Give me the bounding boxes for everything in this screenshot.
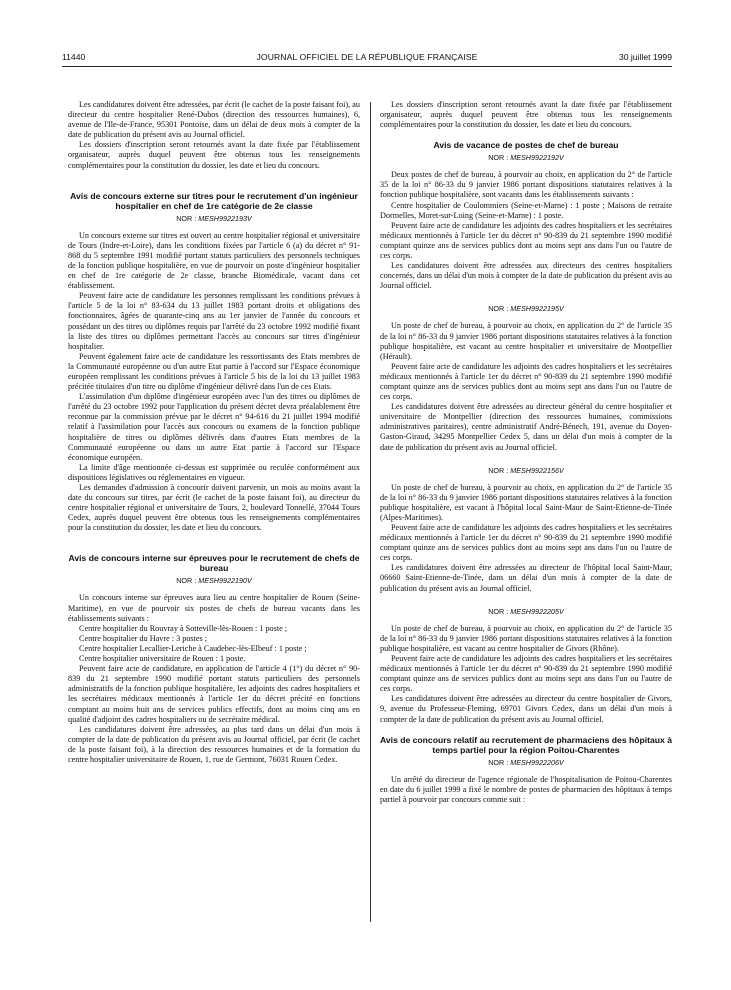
section-title: Avis de concours externe sur titres pour le recrutement d'un ingénieur hospitalier en chef de 1re catégorie de 2e classe [70,190,358,211]
paragraph: L'assimilation d'un diplôme d'ingénieur européen avec l'un des titres ou diplômes de l'arrêté du 23 octobre 1992 pour l'application du présent décret devra préalablement être reconnue par la commission prévue par le décret n° 94-616 du 21 juillet 1994 modifié relatif à l'assimilation pour l'accès aux concours ou examens de la fonction publique hospitalière de titres ou diplômes délivrés dans d'autres Etats membres de la Communauté européenne ou dans un autre Etat partie à l'accord sur l'Espace économique européen. [68,392,360,462]
list-item: Centre hospitalier du Rouvray à Sotteville-lès-Rouen : 1 poste ; [79,623,288,633]
paragraph: Les dossiers d'inscription seront retournés avant la date fixée par l'établissement organisateur, auprès duquel peuvent être obtenus tous les renseignements complémentaires pour la constitution du dossier, les date et lieu du concours. [68,140,360,170]
nor-label: NOR : [488,465,509,475]
list-item: Centre hospitalier du Havre : 3 postes ; [79,633,208,643]
left-column [68,100,360,980]
paragraph: Deux postes de chef de bureau, à pourvoir au choix, en application du 2° de l'article 35 de la loi n° 86-33 du 9 janvier 1986 portant dispositions statutaires relatives à la fonction publique hospitalière, sont vacants dans les établissements suivants : [380,170,672,200]
paragraph: Peuvent faire acte de candidature les adjoints des cadres hospitaliers et les secrétaires médicaux mentionnés à l'article 1er du décret n° 90-839 du 21 septembre 1990 modifié comptant quinze ans de services publics dont au moins sept ans dans l'un ou l'autre de ces corps. [380,523,672,563]
page-number: 11440 [62,52,86,62]
section-title: Avis de concours relatif au recrutement de pharmaciens des hôpitaux à temps partiel pour la région Poitou-Charentes [380,734,672,755]
nor-code: MESH9922192V [510,153,564,163]
paragraph: La limite d'âge mentionnée ci-dessus est supprimée ou reculée conformément aux dispositions législatives ou réglementaires en vigueur. [68,462,360,482]
right-column [380,100,672,980]
nor-code: MESH9922193V [198,213,252,223]
header-rule [62,66,672,67]
nor-code: MESH9922205V [510,606,564,616]
nor-code: MESH9922195V [510,304,564,314]
nor-reference [380,607,672,616]
paragraph: Les demandes d'admission à concourir doivent parvenir, un mois au moins avant la date du concours sur titres, par écrit (le cachet de la poste faisant foi), au directeur du centre hospitalier régional et universitaire de Tours, 2, boulevard Tonnellé, 37044 Tours Cedex, auprès duquel peuvent être obtenus tous les renseignements complémentaires pour la constitution du dossier, les date et lieu du concours. [68,483,360,533]
nor-reference [380,304,672,313]
paragraph: Les candidatures doivent être adressées au directeur général du centre hospitalier et universitaire de Montpellier (direction des ressources humaines, commissions administratives paritaires), centre administratif André-Bénech, 191, avenue du Doyen-Gaston-Giraud, 34295 Montpellier Cedex 5, dans un délai d'un mois à compter de la date de publication du présent avis au Journal officiel. [380,402,672,452]
nor-reference [380,758,672,767]
paragraph: Peuvent faire acte de candidature les personnes remplissant les conditions prévues à l'article 5 de la loi n° 83-634 du 13 juillet 1983 portant droits et obligations des fonctionnaires, âgées de quarante-cinq ans au 1er janvier de l'année du concours et possédant un des titres ou diplômes requis par l'arrêté du 23 octobre 1992 modifié fixant la liste des titres ou diplômes permettant l'accès au concours sur titres d'ingénieur hospitalier. [68,291,360,351]
paragraph: Un arrêté du directeur de l'agence régionale de l'hospitalisation de Poitou-Charentes en date du 6 juillet 1999 a fixé le nombre de postes de pharmacien des hôpitaux à temps partiel à pourvoir par concours comme suit : [380,774,672,804]
paragraph: Les dossiers d'inscription seront retournés avant la date fixée par l'établissement organisateur, auprès duquel peuvent être obtenus tous les renseignements complémentaires pour la constitution du dossier, les date et lieu du concours. [380,100,672,130]
paragraph: Un concours externe sur titres est ouvert au centre hospitalier régional et universitaire de Tours (Indre-et-Loire), dans les conditions fixées par l'article 6 (a) du décret n° 91-868 du 5 septembre 1991 modifié portant statuts particuliers des personnels techniques de la fonction publique hospitalière, en vue de pourvoir un poste d'ingénieur hospitalier en chef de 1re catégorie de 2e classe, branche Biomédicale, vacant dans cet établissement. [68,230,360,291]
paragraph: Un poste de chef de bureau, à pourvoir au choix, en application du 2° de l'article 35 de la loi n° 86-33 du 9 janvier 1986 portant dispositions statutaires relatives à la fonction publique hospitalière, est vacant au centre hospitalier et universitaire de Montpellier (Hérault). [380,321,672,361]
paragraph: Un concours interne sur épreuves aura lieu au centre hospitalier de Rouen (Seine-Maritime), en vue de pourvoir six postes de chefs de bureau vacants dans les établissements suivants : [68,593,360,623]
nor-label: NOR : [488,606,509,616]
list-item: Centre hospitalier Lecallier-Leriche à Caudebec-lès-Elbeuf : 1 poste ; [79,643,307,653]
nor-reference [68,576,360,585]
nor-label: NOR : [488,304,509,314]
nor-label: NOR : [488,757,509,767]
paragraph: Un poste de chef de bureau, à pourvoir au choix, en application du 2° de l'article 35 de la loi n° 86-33 du 9 janvier 1986 portant dispositions statutaires relatives à la fonction publique hospitalière, est vacant à l'hôpital local Saint-Maur de Saint-Etienne-de-Tinée (Alpes-Maritimes). [380,482,672,522]
paragraph: Les candidatures doivent être adressées, par écrit (le cachet de la poste faisant foi), au directeur du centre hospitalier René-Dubos (direction des ressources humaines), 6, avenue de l'Ile-de-France, 95301 Pontoise, dans un délai de deux mois à compter de la date de publication du présent avis au Journal officiel. [68,100,360,140]
nor-label: NOR : [176,213,197,223]
paragraph: Peuvent également faire acte de candidature les ressortissants des Etats membres de la Communauté européenne ou d'un autre Etat partie à l'accord sur l'Espace économique européen remplissant les conditions prévues à l'article 5 bis de la loi du 13 juillet 1983 précitée titulaires d'un titre ou diplôme d'ingénieur délivré dans l'un de ces Etats. [68,351,360,392]
paragraph: Peuvent faire acte de candidature les adjoints des cadres hospitaliers et les secrétaires médicaux mentionnés à l'article 1er du décret n° 90-839 du 21 septembre 1990 modifié comptant quinze ans de services publics dont au moins sept ans dans l'un ou l'autre de ces corps. [380,361,672,402]
establishment-list [68,624,360,664]
paragraph: Peuvent faire acte de candidature les adjoints des cadres hospitaliers et les secrétaires médicaux mentionnés à l'article 1er du décret n° 90-839 du 21 septembre 1990 modifié comptant quinze ans de services publics dont au moins sept ans dans l'un ou l'autre de ces corps. [380,653,672,694]
paragraph: Les candidatures doivent être adressées au directeur du centre hospitalier de Givors, 9, avenue du Professeur-Fleming, 69701 Givors Cedex, dans un délai d'un mois à compter de la date de publication du présent avis au Journal officiel. [380,694,672,724]
issue-date: 30 juillet 1999 [618,52,672,62]
nor-reference [380,153,672,162]
page-header [62,52,672,66]
journal-title: JOURNAL OFFICIEL DE LA RÉPUBLIQUE FRANÇAISE [256,52,478,62]
paragraph: Les candidatures doivent être adressées, au plus tard dans un délai d'un mois à compter de la date de publication du présent avis au Journal officiel, par écrit (le cachet de la poste faisant foi), à la direction des ressources humaines et de la formation du centre hospitalier universitaire de Rouen, 1, rue de Germont, 76031 Rouen Cedex. [68,724,360,764]
section-title: Avis de vacance de postes de chef de bureau [433,140,619,151]
list-item: Centre hospitalier de Coulommiers (Seine-et-Marne) : 1 poste ; Maisons de retraite Dormelles, Moret-sur-Loing (Seine-et-Marne) : 1 poste. [380,200,672,220]
section-title: Avis de concours interne sur épreuves pour le recrutement de chefs de bureau [68,553,360,574]
nor-reference [380,466,672,475]
paragraph: Les candidatures doivent être adressées au directeur de l'hôpital local Saint-Maur, 06660 Saint-Etienne-de-Tinée, dans un délai d'un mois à compter de la date de publication du présent avis au Journal officiel. [380,563,672,593]
paragraph: Peuvent faire acte de candidature les adjoints des cadres hospitaliers et les secrétaires médicaux mentionnés à l'article 1er du décret n° 90-839 du 21 septembre 1990 modifié comptant quinze ans de services publics dont au moins sept ans dans l'un ou l'autre de ces corps. [380,220,672,261]
paragraph: Les candidatures doivent être adressées aux directeurs des centres hospitaliers concernés, dans un délai d'un mois à compter de la date de publication du présent avis au Journal officiel. [380,261,672,291]
nor-code: MESH9922156V [510,465,564,475]
journal-page [62,0,672,990]
nor-reference [68,214,360,223]
nor-label: NOR : [176,576,197,586]
list-item: Centre hospitalier universitaire de Rouen : 1 poste. [79,654,246,664]
nor-code: MESH9922206V [510,757,564,767]
nor-label: NOR : [488,153,509,163]
nor-code: MESH9922190V [198,576,252,586]
paragraph: Un poste de chef de bureau, à pourvoir au choix, en application du 2° de l'article 35 de la loi n° 86-33 du 9 janvier 1986 portant dispositions statutaires relatives à la fonction publique hospitalière, est vacant au centre hospitalier de Givors (Rhône). [380,623,672,653]
column-divider [370,102,371,922]
paragraph: Peuvent faire acte de candidature, en application de l'article 4 (1°) du décret n° 90-839 du 21 septembre 1990 modifié portant statuts particuliers des personnels administratifs de la fonction publique hospitalière, les adjoints des cadres hospitaliers et les secrétaires médicaux mentionnés à l'article 1er du décret précité en fonctions comptant au moins huit ans de services publics effectifs, dont au moins cinq ans en qualité d'adjoint des cadres hospitaliers ou de secrétaire médical. [68,664,360,724]
